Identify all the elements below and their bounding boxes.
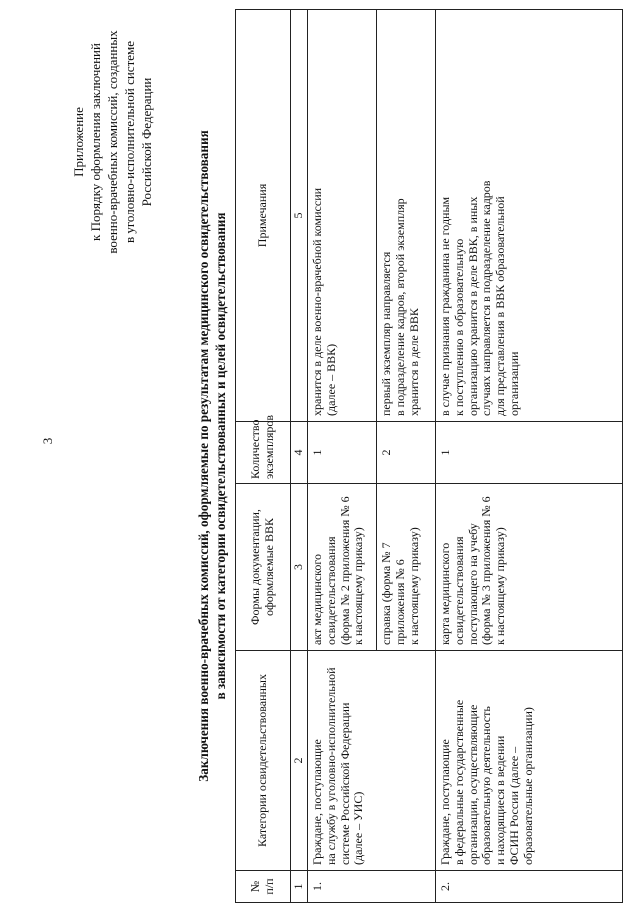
category-line: (далее – УИС) [351, 791, 366, 865]
form-line: (форма № 3 приложения № 6 [479, 496, 494, 645]
note-line: случаях направляется в подразделение кадров [479, 180, 494, 416]
note-line: организации [506, 351, 521, 416]
row-number: 2. [436, 871, 623, 903]
form-line: к настоящему приказу) [493, 527, 508, 645]
appendix-line: к Порядку оформления заключений [88, 43, 103, 241]
page-number: 3 [40, 437, 55, 445]
header-category: Категории освидетельствованных [236, 651, 291, 871]
note-line: первый экземпляр направляется [379, 251, 393, 416]
form-cell [436, 484, 623, 651]
form-line: освидетельствования [451, 536, 466, 645]
header-quantity: Количество экземпляров [236, 422, 291, 484]
form-line: акт медицинского [310, 554, 324, 645]
category-cell [436, 651, 623, 871]
note-line: организацию хранится в деле ВВК, в иных [465, 196, 480, 416]
table-row [436, 10, 623, 903]
column-number: 1 [291, 871, 308, 903]
form-cell [308, 484, 377, 651]
quantity-cell: 1 [308, 422, 377, 484]
note-line: (далее – ВВК) [323, 343, 338, 416]
header-notes: Примечания [236, 10, 291, 422]
category-cell [308, 651, 436, 871]
appendix-line: военно-врачебных комиссий, созданных [105, 30, 120, 254]
column-number: 4 [291, 422, 308, 484]
note-line: хранится в деле ВВК [406, 308, 421, 416]
form-line: к настоящему приказу) [406, 527, 421, 645]
header-number: № п/п [236, 871, 291, 903]
note-line: в случае признания гражданина не годным [438, 196, 452, 416]
note-cell [436, 10, 623, 422]
category-line: организации, осуществляющие [465, 704, 480, 865]
note-line: хранится в деле военно-врачебной комиссии [310, 187, 324, 416]
column-number: 3 [291, 484, 308, 651]
note-cell [377, 10, 436, 422]
form-line: поступающего на учебу [465, 523, 480, 645]
appendix-line: Российской Федерации [139, 77, 154, 207]
column-numbers-row [291, 10, 308, 903]
conclusions-table [235, 9, 623, 903]
category-line: Граждане, поступающие [310, 739, 324, 865]
form-cell [377, 484, 436, 651]
row-number: 1. [308, 871, 436, 903]
table-row [308, 10, 377, 903]
form-line: карта медицинского [438, 542, 452, 645]
category-line: системе Российской Федерации [337, 702, 352, 865]
form-line: освидетельствования [323, 536, 338, 645]
note-cell [308, 10, 377, 422]
note-line: для представления в ВВК образовательной [493, 196, 508, 416]
table-header-row [236, 10, 291, 903]
category-line: ФСИН России (далее – [506, 746, 521, 865]
document-title [195, 61, 229, 851]
appendix-title: Приложение [71, 107, 86, 177]
header-forms: Формы документации, оформляемые ВВК [236, 484, 291, 651]
form-line: справка (форма № 7 [379, 542, 393, 645]
form-line: приложения № 6 [392, 559, 407, 645]
note-line: к поступлению в образовательную [451, 238, 466, 416]
note-line: в подразделение кадров, второй экземпляр [392, 198, 407, 416]
category-line: Граждане, поступающие [438, 739, 452, 865]
category-line: в федеральные государственные [451, 699, 466, 865]
appendix-line: в уголовно-исполнительной системе [122, 40, 137, 244]
form-line: к настоящему приказу) [351, 527, 366, 645]
appendix-header [70, 13, 155, 271]
category-line: и находящиеся в ведении [493, 735, 508, 865]
title-line: в зависимости от категории освидетельствованных и целей освидетельствования [213, 212, 228, 700]
category-line: образовательные организации) [520, 707, 535, 865]
title-line: Заключения военно-врачебных комиссий, оформляемые по результатам медицинского освидетельствования [196, 130, 211, 782]
column-number: 5 [291, 10, 308, 422]
quantity-cell: 2 [377, 422, 436, 484]
quantity-cell: 1 [436, 422, 623, 484]
category-line: образовательную деятельность [479, 706, 494, 865]
category-line: на службу в уголовно-исполнительной [323, 667, 338, 865]
form-line: (форма № 2 приложения № 6 [337, 496, 352, 645]
column-number: 2 [291, 651, 308, 871]
